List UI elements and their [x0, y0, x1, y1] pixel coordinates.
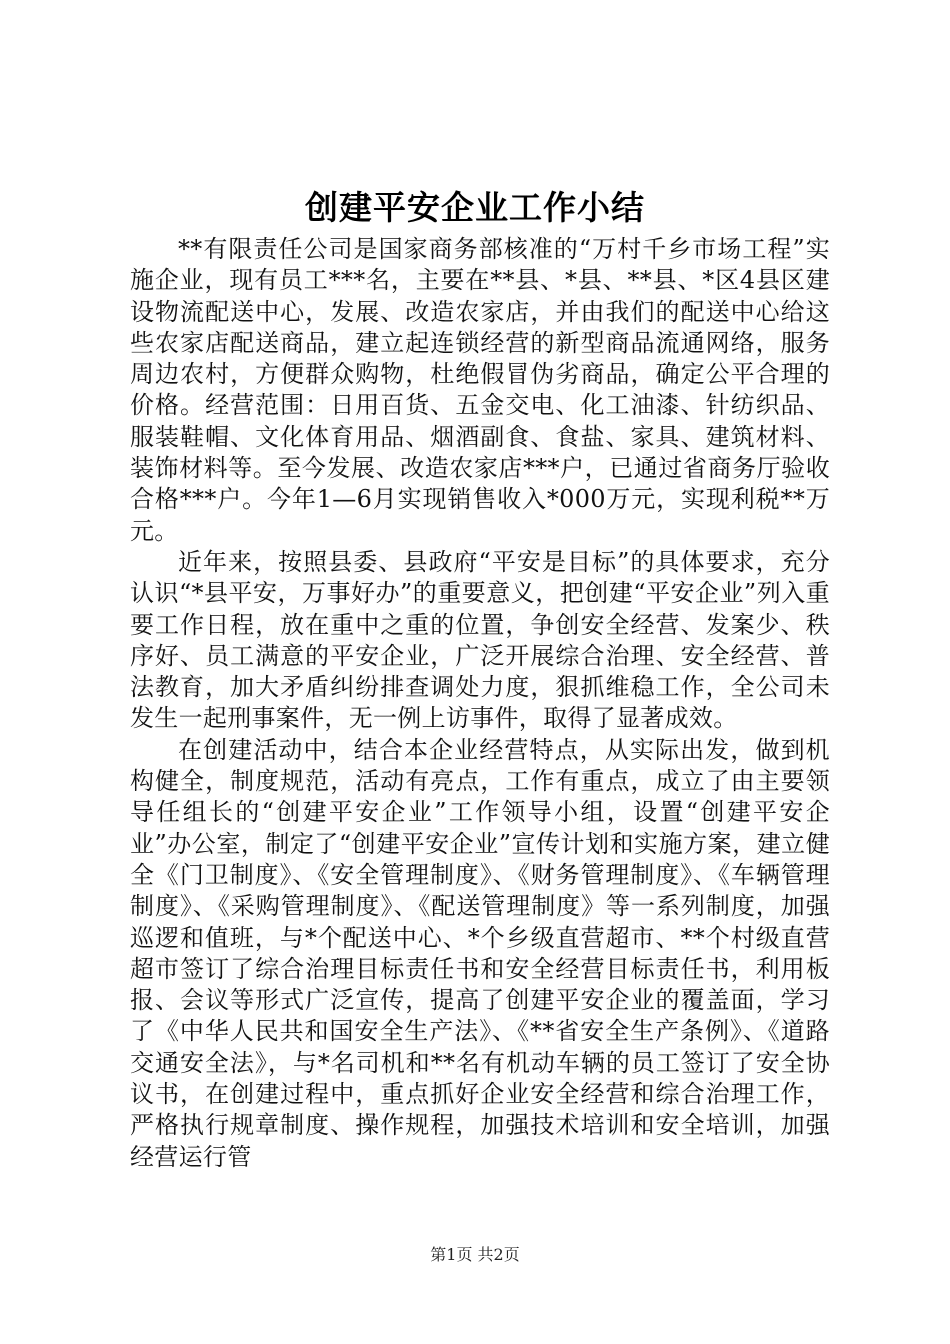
document-body — [130, 234, 830, 1173]
paragraph-activities: 在创建活动中，结合本企业经营特点，从实际出发，做到机构健全，制度规范，活动有亮点，工作有重点，成立了由主要领导任组长的“创建平安企业”工作领导小组，设置“创建平安企业”办公室，制定了“创建平安企业”宣传计划和实施方案，建立健全《门卫制度》、《安全管理制度》、《财务管理制度》、《车辆管理制度》、《采购管理制度》、《配送管理制度》等一系列制度，加强巡逻和值班，与*个配送中心、*个乡级直营超市、**个村级直营超市签订了综合治理目标责任书和安全经营目标责任书，利用板报、会议等形式广泛宣传，提高了创建平安企业的覆盖面，学习了《中华人民共和国安全生产法》、《**省安全生产条例》、《道路交通安全法》，与*名司机和**名有机动车辆的员工签订了安全协议书，在创建过程中，重点抓好企业安全经营和综合治理工作，严格执行规章制度、操作规程，加强技术培训和安全培训，加强经营运行管 — [130, 735, 830, 1171]
paragraph-company-overview: **有限责任公司是国家商务部核准的“万村千乡市场工程”实施企业，现有员工***名，主要在**县、*县、**县、*区4县区建设物流配送中心，发展、改造农家店，并由我们的配送中心给这些农家店配送商品，建立起连锁经营的新型商品流通网络，服务周边农村，方便群众购物，杜绝假冒伪劣商品，确定公平合理的价格。经营范围：日用百货、五金交电、化工油漆、针纺织品、服装鞋帽、文化体育用品、烟酒副食、食盐、家具、建筑材料、装饰材料等。至今发展、改造农家店***户，已通过省商务厅验收合格***户。今年1—6月实现销售收入*000万元，实现利税**万元。 — [130, 235, 830, 545]
document-title: 创建平安企业工作小结 — [305, 188, 645, 227]
page-number-footer: 第1页 共2页 — [430, 1245, 520, 1264]
paragraph-safety-goals: 近年来，按照县委、县政府“平安是目标”的具体要求，充分认识“*县平安，万事好办”的重要意义，把创建“平安企业”列入重要工作日程，放在重中之重的位置，争创安全经营、发案少、秩序好、员工满意的平安企业，广泛开展综合治理、安全经营、普法教育，加大矛盾纠纷排查调处力度，狠抓维稳工作，全公司未发生一起刑事案件，无一例上访事件，取得了显著成效。 — [130, 547, 830, 733]
